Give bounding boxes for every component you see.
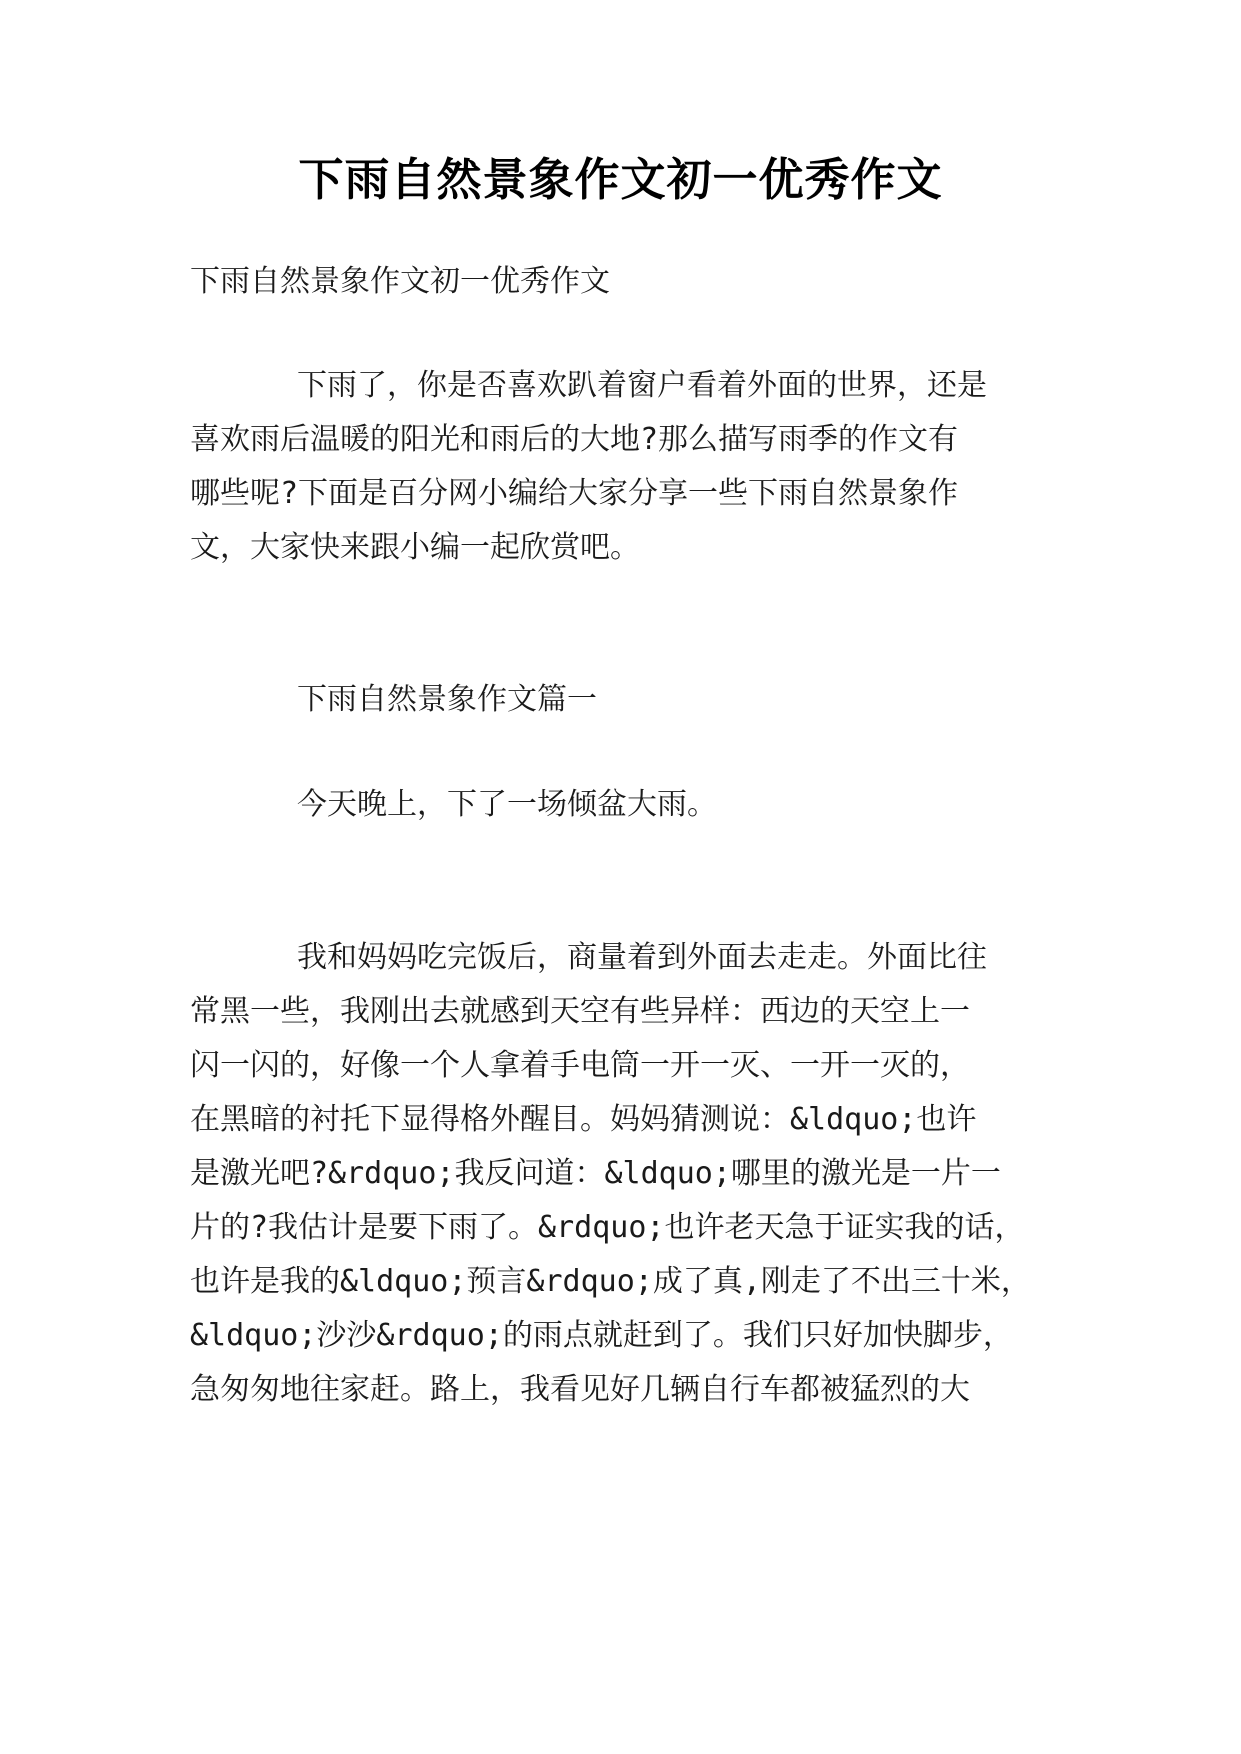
body-line-2: 常黑一些，我刚出去就感到天空有些异样：西边的天空上一 [190, 994, 970, 1029]
body-line-3: 闪一闪的，好像一个人拿着手电筒一开一灭、一开一灭的， [190, 1048, 970, 1083]
body-line-7: 也许是我的&ldquo;预言&rdquo;成了真,刚走了不出三十米， [190, 1264, 1031, 1299]
body-line-8: &ldquo;沙沙&rdquo;的雨点就赶到了。我们只好加快脚步， [190, 1318, 1013, 1353]
intro-line-4: 文，大家快来跟小编一起欣赏吧。 [190, 530, 640, 565]
body-line-5: 是激光吧?&rdquo;我反问道：&ldquo;哪里的激光是一片一 [190, 1156, 1001, 1191]
body-line-4: 在黑暗的衬托下显得格外醒目。妈妈猜测说：&ldquo;也许 [190, 1102, 977, 1137]
intro-line-2: 喜欢雨后温暖的阳光和雨后的大地?那么描写雨季的作文有 [190, 422, 959, 457]
document-title: 下雨自然景象作文初一优秀作文 [298, 153, 943, 206]
body-line-9: 急匆匆地往家赶。路上，我看见好几辆自行车都被猛烈的大 [190, 1372, 970, 1407]
body-line-6: 片的?我估计是要下雨了。&rdquo;也许老天急于证实我的话， [190, 1210, 1025, 1245]
intro-line-3: 哪些呢?下面是百分网小编给大家分享一些下雨自然景象作 [190, 476, 959, 511]
intro-line-1: 下雨了，你是否喜欢趴着窗户看着外面的世界，还是 [297, 368, 987, 403]
section-heading: 下雨自然景象作文篇一 [297, 682, 597, 717]
body-line-1: 我和妈妈吃完饭后，商量着到外面去走走。外面比往 [297, 940, 987, 975]
document-subtitle: 下雨自然景象作文初一优秀作文 [190, 264, 610, 299]
first-sentence: 今天晚上，下了一场倾盆大雨。 [297, 787, 717, 822]
